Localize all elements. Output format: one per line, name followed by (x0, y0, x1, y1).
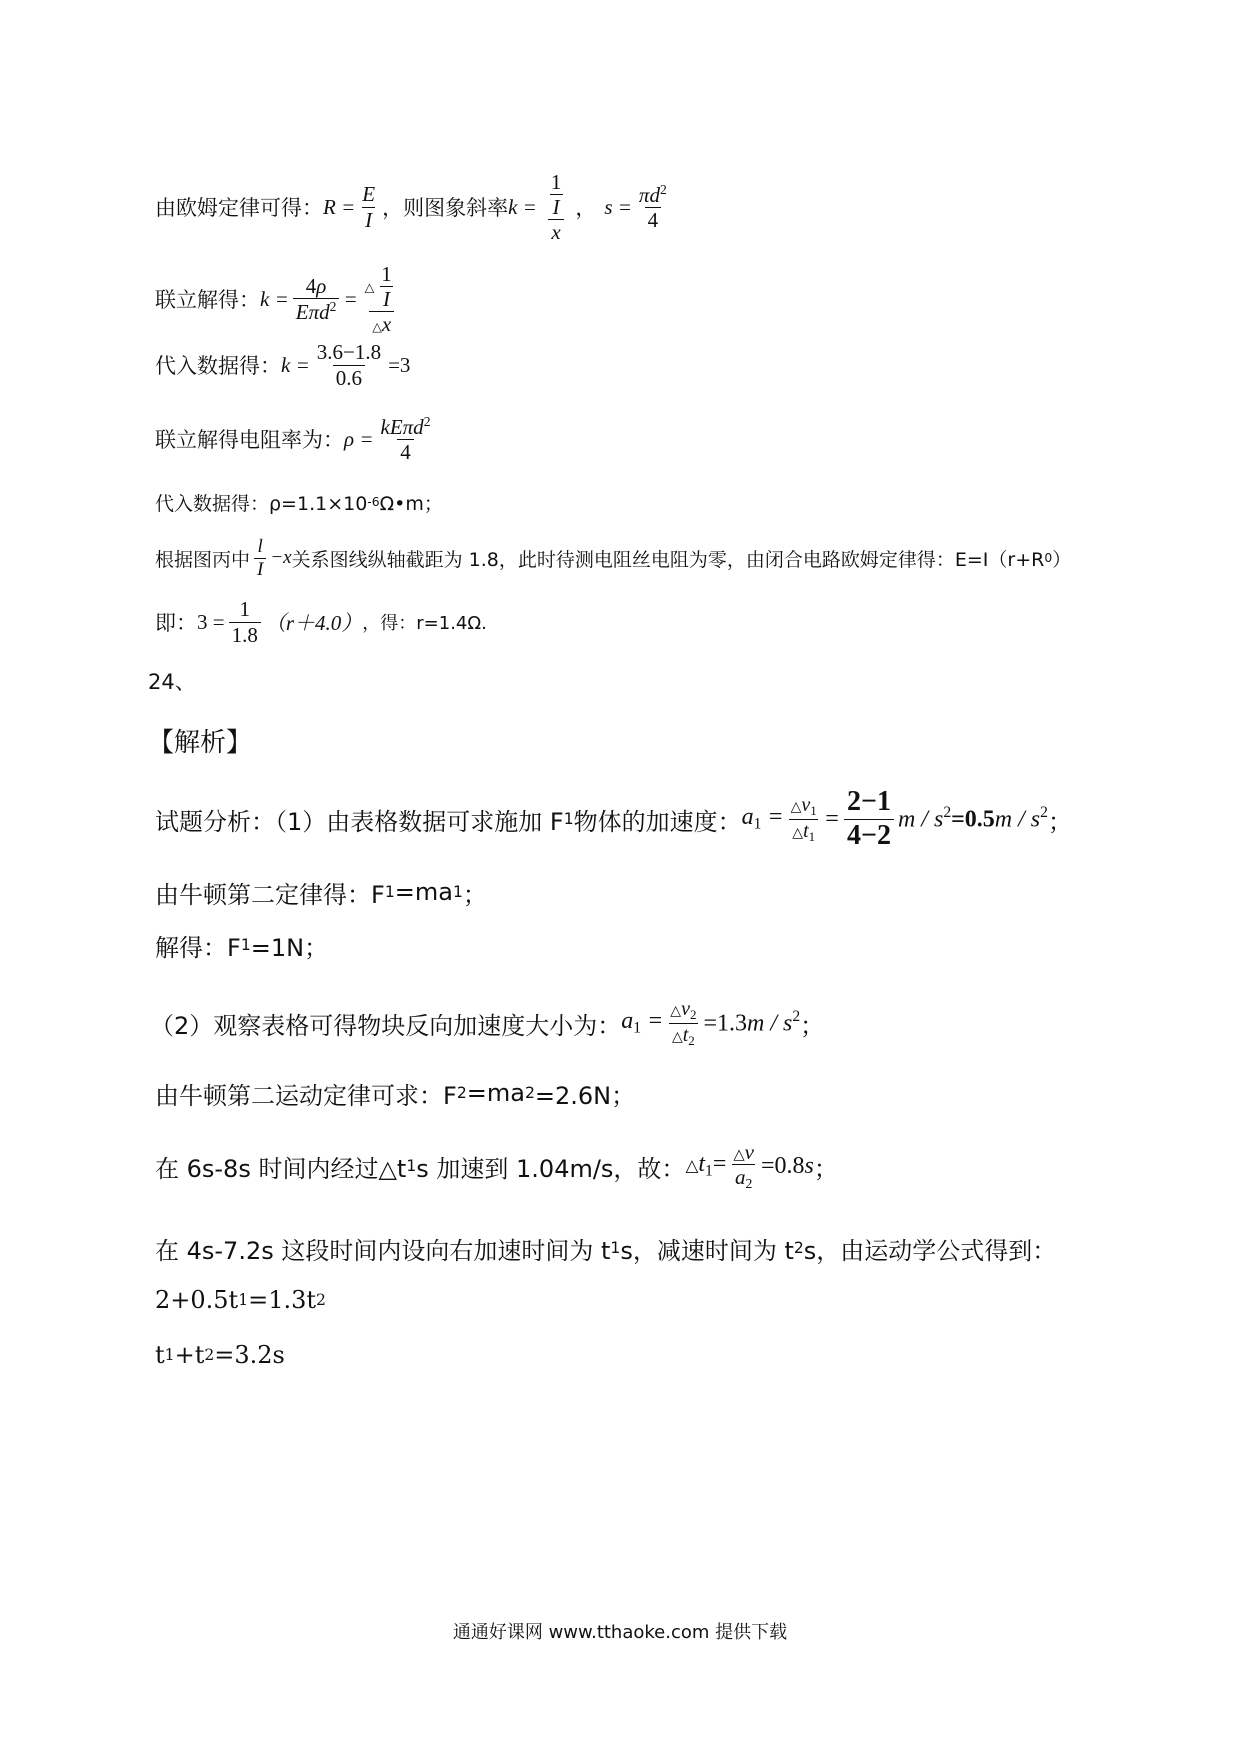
time-line (155, 1128, 838, 1204)
fraction-dv-dt: $\frac{\triangle v_2}{\triangle t_2}$ (670, 997, 697, 1048)
text: ，则图象斜率 (382, 196, 509, 220)
subscript: 2 (524, 1084, 535, 1102)
fraction-area: $\frac{\pi d^2}{4}$ (638, 181, 667, 233)
text: =1N； (250, 933, 329, 962)
formula-r: R = (323, 194, 356, 219)
formula-dt1: $\triangle t_1=$ (685, 1151, 727, 1180)
formula-s: s = (604, 194, 632, 219)
fraction: $\frac{1}{1.8}$ (229, 597, 261, 646)
text: 由牛顿第二定律得：F (155, 880, 385, 909)
fraction-values: $\frac{2-1}{4-2}$ (844, 786, 894, 851)
text: Ω•m； (379, 492, 443, 515)
text: 代入数据得： (155, 354, 281, 378)
subscript: 2 (316, 1291, 326, 1309)
text: =1.3t (248, 1286, 317, 1314)
text: 在 6s-8s 时间内经过△t (155, 1154, 407, 1183)
unit-result: $=1.3m / s^2$ (703, 1008, 801, 1037)
newton-f2-line (155, 1073, 635, 1113)
subscript: 1 (238, 1291, 249, 1309)
substitute-line (155, 336, 410, 394)
fraction-delta: △ $\frac{1}{I}$ △x (362, 262, 402, 336)
text: 代入数据得：ρ=1.1×10 (155, 492, 368, 515)
equals: = (343, 286, 358, 311)
fraction: $\frac{4\rho}{E\pi d^2}$ (293, 274, 340, 324)
subscript: 1 (164, 1346, 175, 1364)
fraction-slope: $\frac{\frac{1}{I}}{x}$ (541, 170, 572, 244)
part1-line (155, 780, 1072, 858)
text: 联立解得电阻率为： (155, 428, 344, 452)
subscript: 1 (452, 883, 463, 901)
equals: = (823, 805, 840, 832)
text: 联立解得： (155, 288, 260, 312)
text: =ma (466, 1079, 525, 1107)
subscript: 2 (793, 1239, 804, 1257)
text: 在 4s-7.2s 这段时间内设向右加速时间为 t (155, 1236, 611, 1265)
intercept-line (155, 528, 1071, 588)
kinematics-line (155, 1228, 1056, 1268)
text: 试题分析：（1）由表格数据可求施加 F (155, 807, 564, 836)
subscript: 2 (204, 1346, 215, 1364)
text: 由欧姆定律可得： (155, 196, 323, 220)
formula-a1: $a_1$ = (621, 1008, 664, 1037)
resistivity-line (155, 410, 438, 468)
solve-r-line (155, 590, 487, 654)
minus-x: −x (270, 547, 292, 568)
text: 物体的加速度： (573, 807, 742, 836)
text: t (155, 1341, 165, 1369)
text: =2.6N； (534, 1081, 636, 1110)
unit-result: $m / s^2=0.5m / s^2$ (897, 804, 1048, 833)
fraction-e-over-i: $\frac{E}{I}$ (362, 182, 376, 232)
text: 关系图线纵轴截距为 1.8，此时待测电阻丝电阻为零，由闭合电路欧姆定律得：E=I（r+R (291, 548, 1045, 571)
semicolon: ； (1047, 807, 1072, 836)
result: =3 (388, 352, 411, 377)
semicolon: ； (813, 1154, 838, 1183)
text: 2+0.5t (155, 1286, 239, 1314)
text: 【解析】 (148, 727, 253, 758)
text: s，减速时间为 t (620, 1236, 794, 1265)
part2-line (150, 985, 824, 1061)
question-number (148, 666, 196, 696)
text: =ma (394, 878, 453, 906)
solution-f1-line (155, 925, 328, 965)
text: ） (1052, 548, 1072, 571)
page-footer: 通通好课网 www.tthaoke.com 提供下载 (452, 1622, 788, 1643)
text: ， (575, 196, 597, 220)
fraction: $\frac{kE\pi d^2}{4}$ (380, 413, 431, 465)
subscript: 1 (563, 810, 574, 828)
equation-1 (155, 1280, 326, 1320)
formula-a1: $a_1$ = (741, 804, 784, 833)
three-equals: 3 = (197, 609, 225, 634)
bracket: （r＋4.0） (264, 611, 363, 635)
combine-line (155, 262, 406, 336)
subscript: 1 (240, 936, 251, 954)
text: 根据图丙中 (155, 548, 251, 571)
result: =0.8s (760, 1152, 814, 1179)
formula-k: k = (260, 286, 289, 311)
text: +t (174, 1341, 205, 1369)
subscript: 2 (456, 1084, 467, 1102)
analysis-heading (148, 720, 252, 760)
text: s 加速到 1.04m/s，故： (416, 1154, 686, 1183)
subscript: 1 (384, 883, 395, 901)
text: ； (462, 880, 487, 909)
fraction-dv-a: $\frac{\triangle v}{a_2}$ (733, 1140, 754, 1192)
ohm-law-line (155, 168, 674, 246)
text: （2）观察表格可得物块反向加速度大小为： (150, 1011, 622, 1040)
subscript: 1 (406, 1157, 417, 1175)
formula-k: k = (281, 352, 310, 377)
text: 由牛顿第二运动定律可求：F (155, 1081, 457, 1110)
fraction-dv-dt: $\frac{\triangle v_1}{\triangle t_1}$ (790, 793, 817, 844)
subscript: 1 (610, 1239, 621, 1257)
fraction: $\frac{l}{I}$ (254, 536, 266, 581)
text: 解得：F (155, 933, 241, 962)
formula-rho: ρ = (344, 426, 374, 451)
resistivity-result-line (155, 487, 443, 517)
equation-2 (155, 1335, 285, 1375)
text: =3.2s (214, 1341, 285, 1369)
exponent: -6 (367, 495, 380, 509)
semicolon: ； (800, 1011, 825, 1040)
text: s，由运动学公式得到： (803, 1236, 1057, 1265)
text: ，得：r=1.4Ω. (362, 613, 487, 634)
fraction-values: $\frac{3.6-1.8}{0.6}$ (316, 340, 382, 390)
formula-k: k = (508, 194, 537, 219)
subscript: 0 (1044, 551, 1053, 565)
newton-line (155, 872, 487, 912)
text: 24、 (148, 670, 196, 694)
text: 即： (155, 611, 197, 635)
